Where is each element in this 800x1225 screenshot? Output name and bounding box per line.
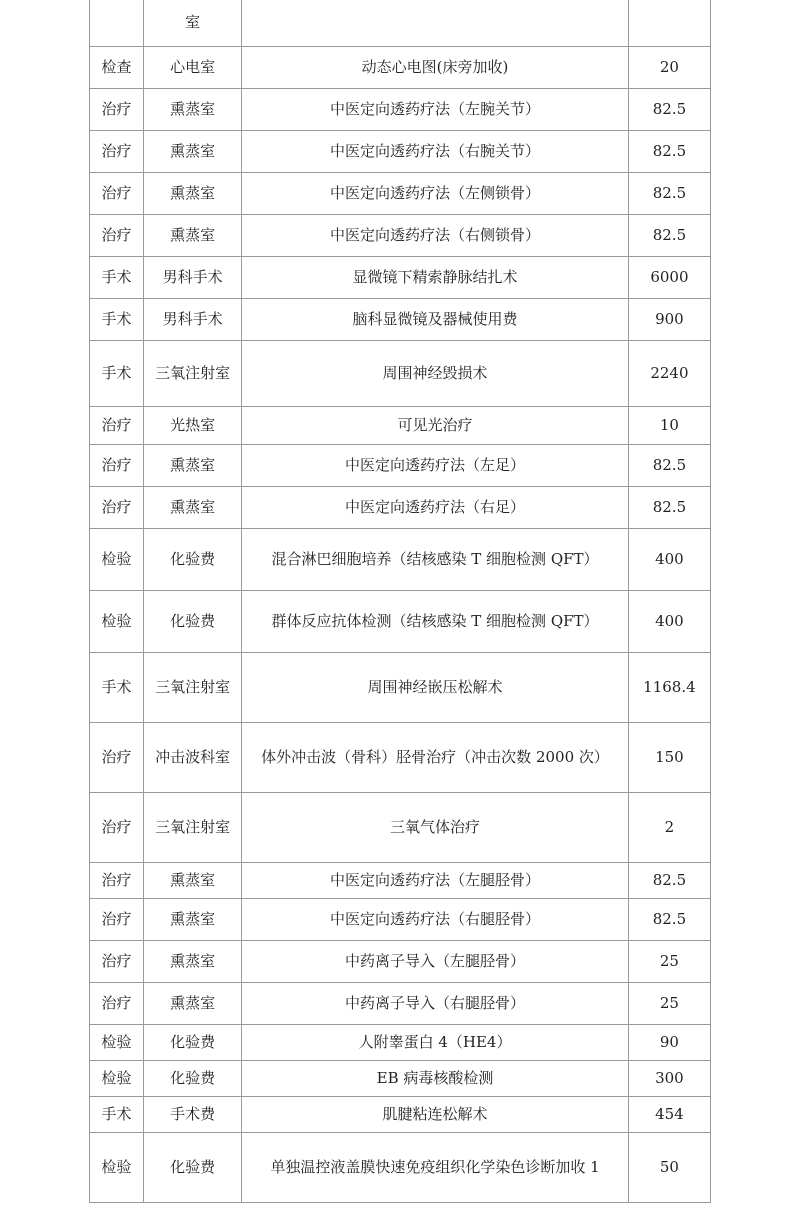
- price-cell: [628, 406, 710, 444]
- table-row: [90, 590, 711, 652]
- category-cell-text: 治疗: [101, 747, 132, 766]
- price-cell: [628, 652, 710, 722]
- item-name-cell: [242, 792, 629, 862]
- table-row: [90, 0, 711, 46]
- item-name-cell: [242, 940, 629, 982]
- price-cell-text: 1168.4: [643, 677, 696, 696]
- item-name-cell: [242, 652, 629, 722]
- table-row: [90, 898, 711, 940]
- department-cell-text: 三氧注射室: [155, 677, 231, 696]
- price-cell: [628, 1024, 710, 1060]
- department-cell: [144, 340, 242, 406]
- department-cell: [144, 898, 242, 940]
- category-cell-text: 手术: [101, 363, 132, 382]
- category-cell: [90, 940, 144, 982]
- category-cell-text: 治疗: [101, 141, 132, 160]
- category-cell: [90, 444, 144, 486]
- price-cell: [628, 940, 710, 982]
- department-cell-text: 熏蒸室: [170, 870, 216, 889]
- item-name-cell-text: 脑科显微镜及器械使用费: [352, 309, 518, 328]
- department-cell: [144, 444, 242, 486]
- item-name-cell-text: 周围神经毁损术: [382, 363, 488, 382]
- category-cell: [90, 1132, 144, 1202]
- category-cell: [90, 590, 144, 652]
- department-cell-text: 化验费: [170, 1068, 216, 1087]
- category-cell-text: 手术: [101, 267, 132, 286]
- category-cell-text: 治疗: [101, 993, 132, 1012]
- category-cell-text: 治疗: [101, 415, 132, 434]
- price-cell: [628, 862, 710, 898]
- department-cell-text: 熏蒸室: [170, 951, 216, 970]
- department-cell-text: 手术费: [170, 1104, 216, 1123]
- price-cell: [628, 590, 710, 652]
- item-name-cell-text: 动态心电图(床旁加收): [361, 57, 509, 76]
- item-name-cell-text: 中药离子导入（右腿胫骨）: [345, 993, 526, 1012]
- price-cell: [628, 256, 710, 298]
- category-cell-text: 手术: [101, 309, 132, 328]
- department-cell-text: 男科手术: [162, 309, 223, 328]
- price-cell-text: 900: [655, 309, 684, 328]
- table-row: [90, 406, 711, 444]
- price-cell-text: 454: [655, 1104, 684, 1123]
- item-name-cell-text: 中医定向透药疗法（右侧锁骨）: [330, 225, 541, 244]
- department-cell-text: 熏蒸室: [170, 497, 216, 516]
- item-name-cell-text: 混合淋巴细胞培养（结核感染 T 细胞检测 QFT）: [271, 549, 599, 568]
- item-name-cell-text: 周围神经嵌压松解术: [367, 677, 503, 696]
- price-cell-text: 82.5: [652, 225, 687, 244]
- category-cell: [90, 1024, 144, 1060]
- department-cell-text: 室: [185, 13, 201, 32]
- price-cell-text: 2240: [650, 363, 689, 382]
- item-name-cell-text: 中药离子导入（左腿胫骨）: [345, 951, 526, 970]
- item-name-cell-text: 中医定向透药疗法（左腿胫骨）: [330, 870, 541, 889]
- price-cell-text: 50: [659, 1157, 679, 1176]
- table-row: [90, 172, 711, 214]
- category-cell: [90, 898, 144, 940]
- table-row: [90, 340, 711, 406]
- department-cell: [144, 528, 242, 590]
- department-cell-text: 化验费: [170, 1157, 216, 1176]
- category-cell-text: 治疗: [101, 951, 132, 970]
- department-cell: [144, 298, 242, 340]
- table-row: [90, 486, 711, 528]
- price-cell-text: 82.5: [652, 497, 687, 516]
- item-name-cell-text: 中医定向透药疗法（右足）: [345, 497, 526, 516]
- price-cell: [628, 46, 710, 88]
- price-cell-text: 300: [655, 1068, 684, 1087]
- category-cell-text: 检查: [101, 57, 132, 76]
- department-cell: [144, 1060, 242, 1096]
- department-cell: [144, 486, 242, 528]
- item-name-cell: [242, 528, 629, 590]
- department-cell-text: 熏蒸室: [170, 141, 216, 160]
- category-cell-text: 治疗: [101, 497, 132, 516]
- category-cell-text: 治疗: [101, 870, 132, 889]
- category-cell: [90, 722, 144, 792]
- price-cell: [628, 722, 710, 792]
- category-cell-text: 手术: [101, 1104, 132, 1123]
- category-cell-text: 治疗: [101, 909, 132, 928]
- price-cell-text: 150: [655, 747, 684, 766]
- category-cell-text: 治疗: [101, 455, 132, 474]
- table-row: [90, 88, 711, 130]
- price-cell-text: 82.5: [652, 909, 687, 928]
- category-cell-text: 治疗: [101, 225, 132, 244]
- department-cell: [144, 652, 242, 722]
- price-cell: [628, 444, 710, 486]
- item-name-cell-text: 三氧气体治疗: [390, 817, 481, 836]
- price-cell: [628, 0, 710, 46]
- department-cell: [144, 256, 242, 298]
- category-cell-text: 检验: [101, 1032, 132, 1051]
- item-name-cell: [242, 298, 629, 340]
- item-name-cell-text: 显微镜下精索静脉结扎术: [352, 267, 518, 286]
- department-cell-text: 心电室: [170, 57, 216, 76]
- category-cell: [90, 0, 144, 46]
- table-row: [90, 862, 711, 898]
- item-name-cell-text: EB 病毒核酸检测: [376, 1068, 494, 1087]
- price-cell: [628, 340, 710, 406]
- item-name-cell-text: 肌腱粘连松解术: [382, 1104, 488, 1123]
- price-cell-text: 82.5: [652, 455, 687, 474]
- department-cell-text: 熏蒸室: [170, 993, 216, 1012]
- department-cell-text: 熏蒸室: [170, 455, 216, 474]
- category-cell: [90, 1096, 144, 1132]
- item-name-cell: [242, 486, 629, 528]
- table-row: [90, 792, 711, 862]
- item-name-cell: [242, 88, 629, 130]
- category-cell-text: 治疗: [101, 99, 132, 118]
- department-cell: [144, 792, 242, 862]
- table-row: [90, 940, 711, 982]
- price-cell: [628, 1060, 710, 1096]
- fee-table-body: [90, 0, 711, 1202]
- department-cell-text: 冲击波科室: [155, 747, 231, 766]
- price-cell-text: 6000: [650, 267, 689, 286]
- item-name-cell-text: 中医定向透药疗法（左侧锁骨）: [330, 183, 541, 202]
- item-name-cell: [242, 0, 629, 46]
- department-cell-text: 熏蒸室: [170, 909, 216, 928]
- item-name-cell-text: 中医定向透药疗法（右腕关节）: [330, 141, 541, 160]
- price-cell: [628, 528, 710, 590]
- item-name-cell: [242, 444, 629, 486]
- price-cell-text: 82.5: [652, 141, 687, 160]
- department-cell: [144, 862, 242, 898]
- category-cell: [90, 130, 144, 172]
- category-cell: [90, 172, 144, 214]
- price-cell-text: 10: [659, 415, 679, 434]
- department-cell: [144, 940, 242, 982]
- category-cell-text: 检验: [101, 1157, 132, 1176]
- item-name-cell: [242, 1060, 629, 1096]
- table-row: [90, 1024, 711, 1060]
- category-cell-text: 治疗: [101, 817, 132, 836]
- item-name-cell-text: 群体反应抗体检测（结核感染 T 细胞检测 QFT）: [271, 611, 599, 630]
- item-name-cell: [242, 590, 629, 652]
- category-cell: [90, 406, 144, 444]
- department-cell: [144, 214, 242, 256]
- price-cell: [628, 88, 710, 130]
- department-cell: [144, 722, 242, 792]
- category-cell: [90, 486, 144, 528]
- item-name-cell: [242, 130, 629, 172]
- category-cell: [90, 652, 144, 722]
- price-cell-text: 82.5: [652, 870, 687, 889]
- table-row: [90, 982, 711, 1024]
- price-cell-text: 400: [655, 611, 684, 630]
- table-row: [90, 130, 711, 172]
- price-cell: [628, 792, 710, 862]
- department-cell: [144, 130, 242, 172]
- department-cell-text: 熏蒸室: [170, 225, 216, 244]
- price-cell: [628, 1096, 710, 1132]
- item-name-cell-text: 人附睾蛋白 4（HE4）: [358, 1032, 512, 1051]
- item-name-cell: [242, 256, 629, 298]
- item-name-cell: [242, 722, 629, 792]
- item-name-cell: [242, 1096, 629, 1132]
- price-cell-text: 2: [664, 817, 675, 836]
- table-row: [90, 1060, 711, 1096]
- table-row: [90, 298, 711, 340]
- item-name-cell: [242, 406, 629, 444]
- category-cell: [90, 88, 144, 130]
- item-name-cell-text: 中医定向透药疗法（右腿胫骨）: [330, 909, 541, 928]
- price-cell: [628, 898, 710, 940]
- table-row: [90, 214, 711, 256]
- department-cell-text: 熏蒸室: [170, 99, 216, 118]
- category-cell-text: 治疗: [101, 183, 132, 202]
- item-name-cell-text: 可见光治疗: [397, 415, 473, 434]
- department-cell: [144, 0, 242, 46]
- item-name-cell-text: 单独温控液盖膜快速免疫组织化学染色诊断加收 1: [270, 1157, 600, 1176]
- item-name-cell: [242, 862, 629, 898]
- item-name-cell: [242, 340, 629, 406]
- item-name-cell: [242, 1132, 629, 1202]
- category-cell: [90, 298, 144, 340]
- department-cell: [144, 88, 242, 130]
- department-cell: [144, 46, 242, 88]
- price-cell: [628, 298, 710, 340]
- category-cell: [90, 256, 144, 298]
- table-row: [90, 444, 711, 486]
- department-cell-text: 三氧注射室: [155, 363, 231, 382]
- department-cell-text: 熏蒸室: [170, 183, 216, 202]
- item-name-cell: [242, 898, 629, 940]
- item-name-cell: [242, 982, 629, 1024]
- item-name-cell: [242, 1024, 629, 1060]
- category-cell-text: 检验: [101, 611, 132, 630]
- price-cell: [628, 214, 710, 256]
- item-name-cell-text: 体外冲击波（骨科）胫骨治疗（冲击次数 2000 次）: [261, 747, 609, 766]
- category-cell-text: 检验: [101, 549, 132, 568]
- department-cell: [144, 590, 242, 652]
- fee-table: [89, 0, 711, 1203]
- department-cell-text: 化验费: [170, 611, 216, 630]
- department-cell: [144, 1024, 242, 1060]
- price-cell-text: 25: [659, 951, 679, 970]
- price-cell: [628, 130, 710, 172]
- price-cell: [628, 982, 710, 1024]
- category-cell: [90, 46, 144, 88]
- category-cell: [90, 982, 144, 1024]
- department-cell-text: 化验费: [170, 549, 216, 568]
- category-cell: [90, 1060, 144, 1096]
- category-cell: [90, 862, 144, 898]
- table-row: [90, 1096, 711, 1132]
- category-cell-text: 检验: [101, 1068, 132, 1087]
- table-row: [90, 46, 711, 88]
- item-name-cell: [242, 46, 629, 88]
- item-name-cell: [242, 172, 629, 214]
- category-cell: [90, 214, 144, 256]
- item-name-cell: [242, 214, 629, 256]
- price-cell-text: 400: [655, 549, 684, 568]
- department-cell: [144, 1132, 242, 1202]
- price-cell: [628, 486, 710, 528]
- table-row: [90, 722, 711, 792]
- department-cell-text: 男科手术: [162, 267, 223, 286]
- table-row: [90, 528, 711, 590]
- price-cell-text: 82.5: [652, 99, 687, 118]
- department-cell-text: 光热室: [170, 415, 216, 434]
- category-cell-text: 手术: [101, 677, 132, 696]
- table-row: [90, 652, 711, 722]
- department-cell: [144, 1096, 242, 1132]
- price-cell-text: 25: [659, 993, 679, 1012]
- price-cell: [628, 172, 710, 214]
- price-cell-text: 82.5: [652, 183, 687, 202]
- item-name-cell-text: 中医定向透药疗法（左足）: [345, 455, 526, 474]
- price-cell-text: 20: [659, 57, 679, 76]
- department-cell-text: 化验费: [170, 1032, 216, 1051]
- price-cell-text: 90: [659, 1032, 679, 1051]
- table-row: [90, 256, 711, 298]
- department-cell: [144, 172, 242, 214]
- item-name-cell-text: 中医定向透药疗法（左腕关节）: [330, 99, 541, 118]
- department-cell: [144, 982, 242, 1024]
- category-cell: [90, 340, 144, 406]
- department-cell-text: 三氧注射室: [155, 817, 231, 836]
- table-row: [90, 1132, 711, 1202]
- category-cell: [90, 528, 144, 590]
- category-cell: [90, 792, 144, 862]
- department-cell: [144, 406, 242, 444]
- price-cell: [628, 1132, 710, 1202]
